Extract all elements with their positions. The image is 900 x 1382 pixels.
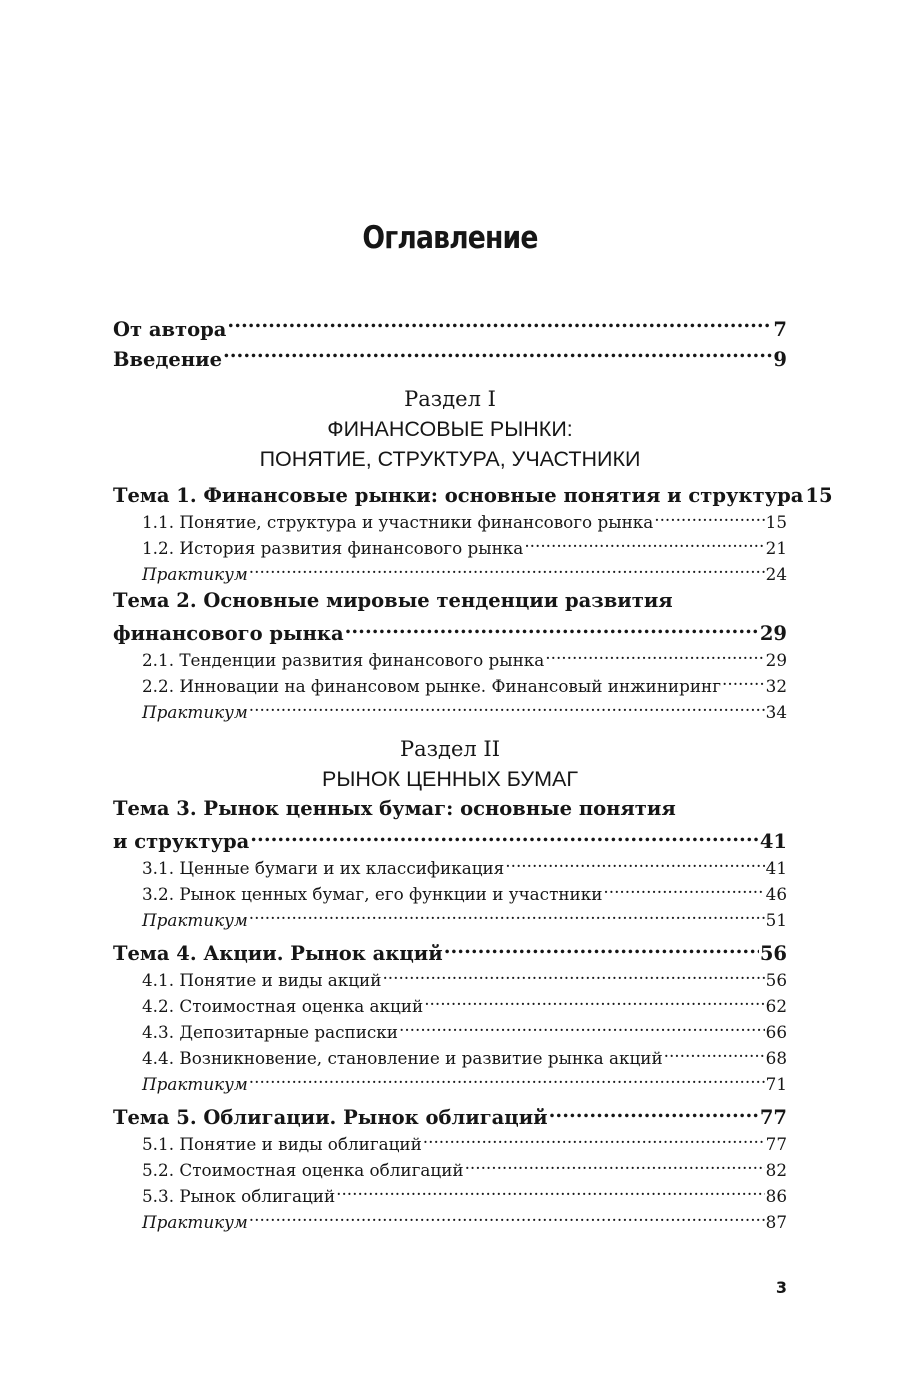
topic-title-first-line: Тема 3. Рынок ценных бумаг: основные понятия xyxy=(113,797,676,820)
table-of-contents xyxy=(113,306,833,1232)
topic-entry xyxy=(113,476,833,507)
dot-leader xyxy=(444,934,759,960)
dot-leader xyxy=(603,874,764,900)
toc-entry-page: 29 xyxy=(765,650,787,670)
section-header xyxy=(113,734,787,794)
toc-entry-page: 87 xyxy=(765,1212,787,1232)
toc-entry-page: 24 xyxy=(765,564,787,584)
toc-entry-label: Практикум xyxy=(142,1074,248,1094)
section-heading: ФИНАНСОВЫЕ РЫНКИ: xyxy=(327,417,573,441)
toc-entry-label: Практикум xyxy=(142,702,248,722)
dot-leader xyxy=(424,986,764,1012)
sections xyxy=(113,384,833,1232)
section-header xyxy=(113,384,787,474)
toc-entry-label: 2.1. Тенденции развития финансового рынка xyxy=(142,650,545,670)
toc-entry-label: 5.2. Стоимостная оценка облигаций xyxy=(142,1160,464,1180)
toc-entry-label: 3.1. Ценные бумаги и их классификация xyxy=(142,858,505,878)
section-number: Раздел I xyxy=(404,387,496,411)
dot-leader xyxy=(250,822,759,848)
toc-entry-page: 56 xyxy=(765,970,787,990)
toc-entry-label: Тема 4. Акции. Рынок акций xyxy=(113,942,443,965)
topic-title xyxy=(113,614,787,645)
dot-leader xyxy=(249,1064,765,1090)
dot-leader xyxy=(545,640,764,666)
dot-leader xyxy=(249,692,765,718)
toc-entry-page: 34 xyxy=(765,702,787,722)
dot-leader xyxy=(345,614,759,640)
section-heading: РЫНОК ЦЕННЫХ БУМАГ xyxy=(322,767,578,791)
dot-leader xyxy=(505,848,764,874)
topic-entry xyxy=(113,588,787,645)
dot-leader xyxy=(399,1012,765,1038)
toc-entry-label: Практикум xyxy=(142,564,248,584)
toc-entry-page: 68 xyxy=(765,1048,787,1068)
toc-entry-page: 62 xyxy=(765,996,787,1016)
topic-entry xyxy=(113,934,787,965)
toc-entry-page: 71 xyxy=(765,1074,787,1094)
toc-entry-page: 82 xyxy=(765,1160,787,1180)
toc-entry-page: 86 xyxy=(765,1186,787,1206)
dot-leader xyxy=(423,1124,765,1150)
dot-leader xyxy=(382,960,764,986)
section-heading: ПОНЯТИЕ, СТРУКТУРА, УЧАСТНИКИ xyxy=(259,447,641,471)
dot-leader xyxy=(227,306,772,336)
toc-entry-label: 4.2. Стоимостная оценка акций xyxy=(142,996,424,1016)
toc-entry-label: Введение xyxy=(113,348,222,371)
toc-entry-label: финансового рынка xyxy=(113,622,344,645)
toc-entry-page: 46 xyxy=(765,884,787,904)
toc-entry-page: 77 xyxy=(765,1134,787,1154)
toc-title: Оглавление xyxy=(362,220,538,256)
toc-entry-label: От автора xyxy=(113,318,227,341)
toc-entry-label: 1.1. Понятие, структура и участники финансового рынка xyxy=(142,512,654,532)
toc-entry-page: 15 xyxy=(765,512,787,532)
toc-entry-page: 51 xyxy=(765,910,787,930)
toc-entry-label: 5.1. Понятие и виды облигаций xyxy=(142,1134,422,1154)
toc-entry-label: 3.2. Рынок ценных бумаг, его функции и участники xyxy=(142,884,603,904)
dot-leader xyxy=(249,1202,765,1228)
toc-entry-label: 2.2. Инновации на финансовом рынке. Финансовый инжиниринг xyxy=(142,676,722,696)
dot-leader xyxy=(664,1038,765,1064)
topic-title-first-line: Тема 2. Основные мировые тенденции развития xyxy=(113,589,673,612)
toc-entry-label: 4.3. Депозитарные расписки xyxy=(142,1022,398,1042)
toc-entry-page: 21 xyxy=(765,538,787,558)
dot-leader xyxy=(249,900,765,926)
topic-title xyxy=(113,822,787,853)
topic-title xyxy=(113,1098,787,1129)
toc-entry-page: 41 xyxy=(759,830,787,853)
page-number: 3 xyxy=(775,1278,787,1297)
dot-leader xyxy=(654,502,764,528)
toc-entry-label: Тема 1. Финансовые рынки: основные понятия и структура xyxy=(113,484,804,507)
dot-leader xyxy=(249,554,765,580)
toc-entry-label: 5.3. Рынок облигаций xyxy=(142,1186,336,1206)
toc-entry-label: Тема 5. Облигации. Рынок облигаций xyxy=(113,1106,548,1129)
topic-title xyxy=(113,476,833,507)
toc-entry-page: 7 xyxy=(773,318,787,341)
dot-leader xyxy=(465,1150,765,1176)
toc-entry-page: 15 xyxy=(805,484,833,507)
toc-entry-page: 66 xyxy=(765,1022,787,1042)
toc-entry-page: 77 xyxy=(759,1106,787,1129)
dot-leader xyxy=(549,1098,759,1124)
dot-leader xyxy=(223,336,772,366)
toc-entry-author xyxy=(113,306,787,341)
topic-entry xyxy=(113,796,787,853)
section-number: Раздел II xyxy=(399,737,501,761)
toc-entry-page: 56 xyxy=(759,942,787,965)
dot-leader xyxy=(524,528,764,554)
toc-entry-page: 29 xyxy=(759,622,787,645)
toc-entry-label: Практикум xyxy=(142,910,248,930)
toc-entry-page: 32 xyxy=(765,676,787,696)
toc-entry-label: 4.1. Понятие и виды акций xyxy=(142,970,382,990)
toc-entry-label: 1.2. История развития финансового рынка xyxy=(142,538,524,558)
toc-entry-label: 4.4. Возникновение, становление и развитие рынка акций xyxy=(142,1048,663,1068)
dot-leader xyxy=(336,1176,765,1202)
toc-entry-label: Практикум xyxy=(142,1212,248,1232)
topic-title xyxy=(113,934,787,965)
dot-leader xyxy=(722,666,765,692)
toc-entry-page: 9 xyxy=(773,348,787,371)
toc-entry-page: 41 xyxy=(765,858,787,878)
topic-entry xyxy=(113,1098,787,1129)
toc-entry-label: и структура xyxy=(113,830,250,853)
